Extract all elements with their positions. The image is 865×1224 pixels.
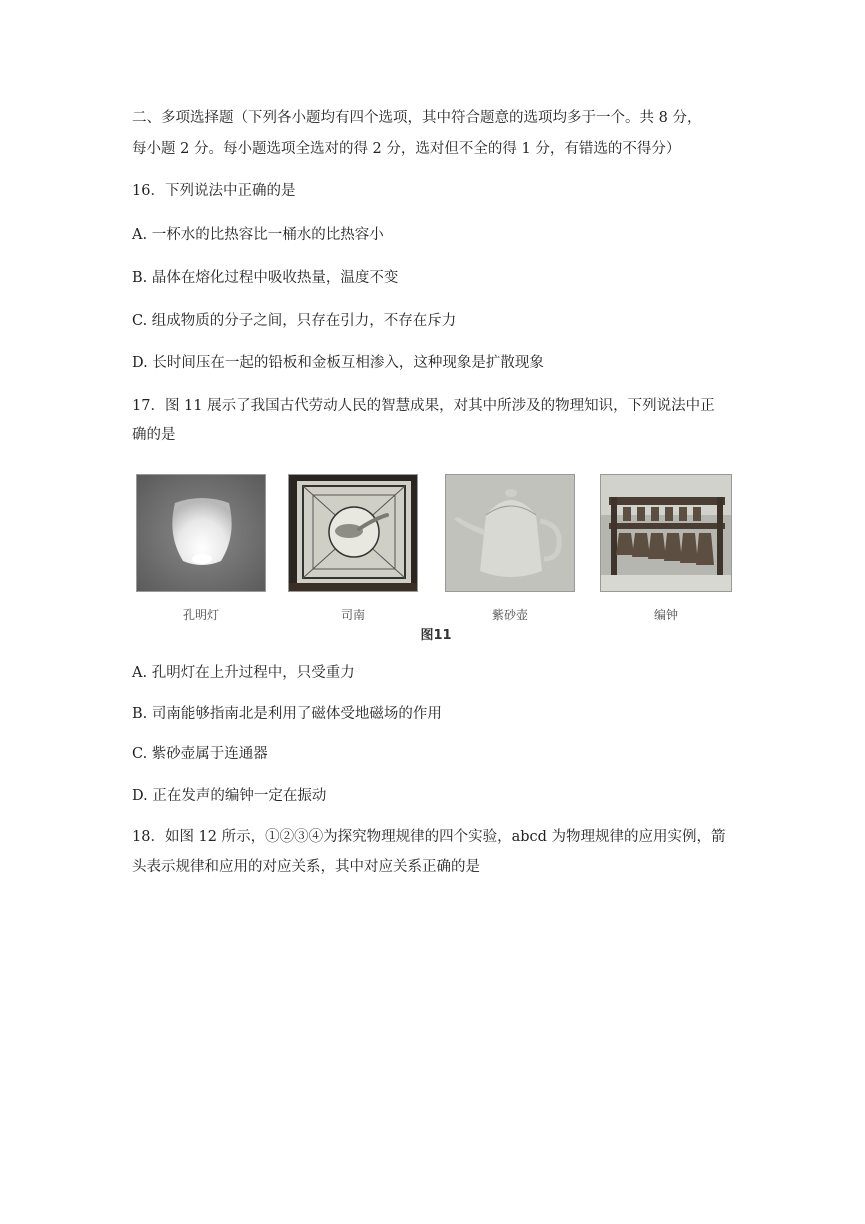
question-17-stem-line-1: 17．图 11 展示了我国古代劳动人民的智慧成果，对其中所涉及的物理知识，下列说法中正 — [132, 398, 715, 414]
question-16-option-d: D. 长时间压在一起的铅板和金板互相渗入，这种现象是扩散现象 — [132, 355, 544, 371]
caption-sky-lantern: 孔明灯 — [182, 608, 219, 622]
figure-label: 图11 — [420, 628, 452, 643]
question-17-option-c: C. 紫砂壶属于连通器 — [132, 746, 268, 762]
question-18-stem-line-2: 头表示规律和应用的对应关系，其中对应关系正确的是 — [132, 859, 480, 875]
caption-sinan: 司南 — [340, 608, 365, 622]
sinan-compass-photo — [288, 474, 418, 592]
question-17-stem-line-2: 确的是 — [132, 427, 176, 443]
section-heading-line-2: 每小题 2 分。每小题选项全选对的得 2 分，选对但不全的得 1 分，有错选的不得分） — [132, 141, 681, 157]
figure-11 — [136, 474, 732, 644]
chime-bells-photo — [600, 474, 732, 592]
caption-chime-bells: 编钟 — [653, 608, 678, 622]
question-17-option-a: A. 孔明灯在上升过程中，只受重力 — [132, 665, 355, 681]
question-16-option-a: A. 一杯水的比热容比一桶水的比热容小 — [132, 227, 384, 243]
question-16-stem: 16．下列说法中正确的是 — [132, 183, 296, 199]
caption-teapot: 紫砂壶 — [491, 608, 528, 622]
question-16-option-c: C. 组成物质的分子之间，只存在引力，不存在斥力 — [132, 313, 457, 329]
section-heading-line-1: 二、多项选择题（下列各小题均有四个选项，其中符合题意的选项均多于一个。共 8 分， — [132, 110, 702, 126]
question-16-option-b: B. 晶体在熔化过程中吸收热量，温度不变 — [132, 270, 399, 286]
question-17-option-d: D. 正在发声的编钟一定在振动 — [132, 788, 327, 804]
teapot-photo — [445, 474, 575, 592]
question-18-stem-line-1: 18．如图 12 所示，①②③④为探究物理规律的四个实验，abcd 为物理规律的应用实例，箭 — [132, 829, 726, 845]
question-17-option-b: B. 司南能够指南北是利用了磁体受地磁场的作用 — [132, 706, 442, 722]
sky-lantern-photo — [136, 474, 266, 592]
